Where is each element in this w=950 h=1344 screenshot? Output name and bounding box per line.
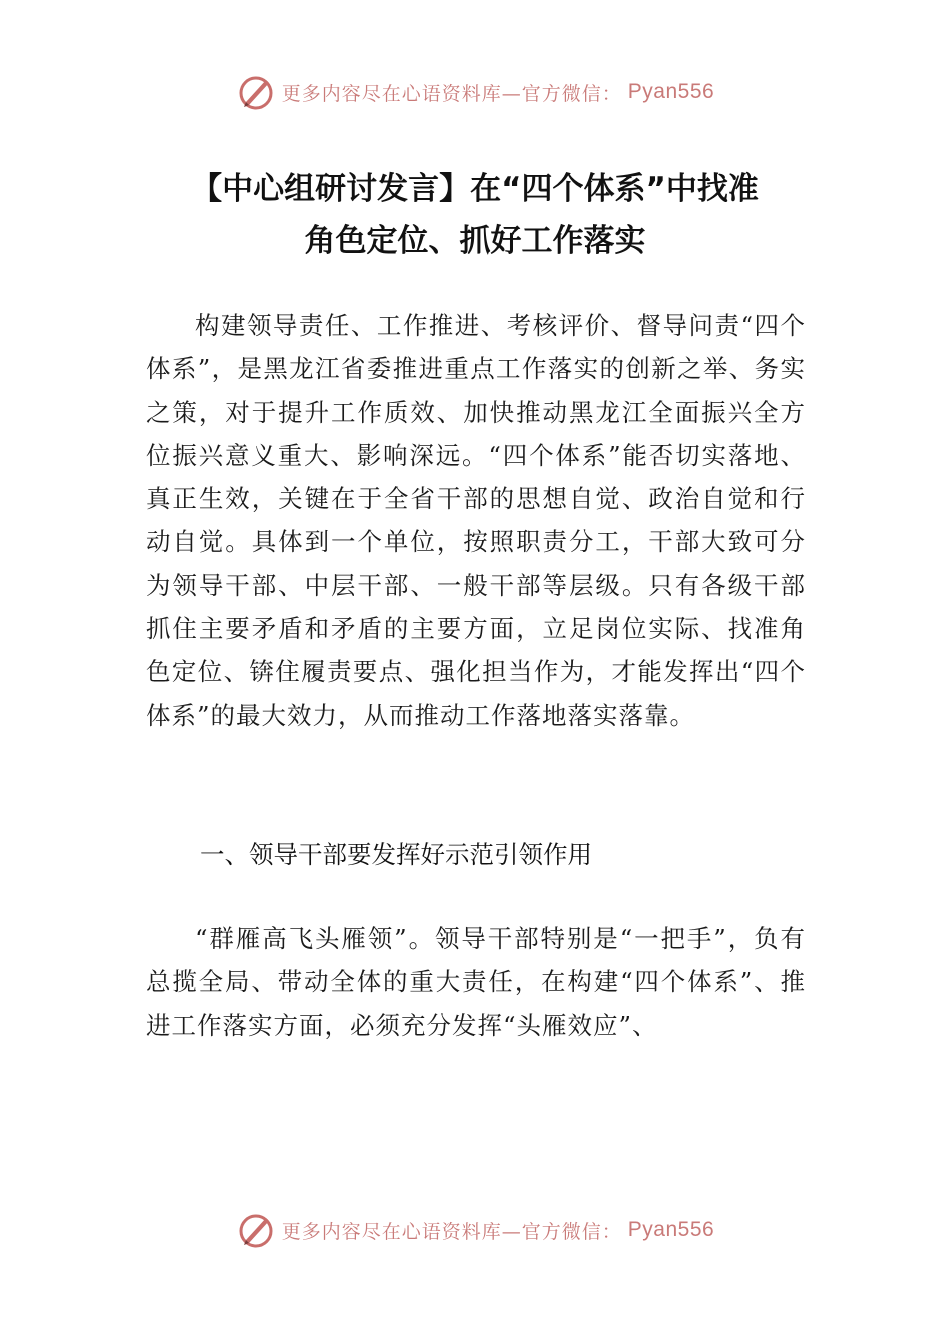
- watermark-text: 更多内容尽在心语资料库—官方微信：: [281, 82, 622, 105]
- body-paragraph-2: “群雁高飞头雁领”。领导干部特别是“一把手”，负有总揽全局、带动全体的重大责任，在构建“四个体系”、推进工作落实方面，必须充分发挥“头雁效应”、: [146, 924, 806, 1040]
- footer-watermark: [0, 1210, 950, 1250]
- body-paragraph-1: 构建领导责任、工作推进、考核评价、督导问责“四个体系”，是黑龙江省委推进重点工作落实的创新之举、务实之策，对于提升工作质效、加快推动黑龙江全面振兴全方位振兴意义重大、影响深远。“四个体系”能否切实落地、真正生效，关键在于全省干部的思想自觉、政治自觉和行动自觉。具体到一个单位，按照职责分工，干部大致可分为领导干部、中层干部、一般干部等层级。只有各级干部抓住主要矛盾和矛盾的主要方面，立足岗位实际、找准角色定位、锛住履责要点、强化担当作为，才能发挥出“四个体系”的最大效力，从而推动工作落地落实落靠。: [146, 311, 806, 730]
- section-heading-1: 一、领导干部要发挥好示范引领作用: [200, 840, 592, 869]
- document-title: [100, 163, 850, 267]
- pen-logo-icon: [236, 1210, 276, 1250]
- title-line-2: 角色定位、抓好工作落实: [304, 223, 646, 259]
- pen-logo-icon: [236, 72, 276, 112]
- watermark-wechat-id: Pyan556: [627, 1218, 715, 1241]
- header-watermark: [0, 72, 950, 112]
- title-line-1: 【中心组研讨发言】在“四个体系”中找准: [191, 171, 759, 207]
- watermark-wechat-id: Pyan556: [627, 80, 715, 103]
- watermark-text: 更多内容尽在心语资料库—官方微信：: [281, 1220, 622, 1243]
